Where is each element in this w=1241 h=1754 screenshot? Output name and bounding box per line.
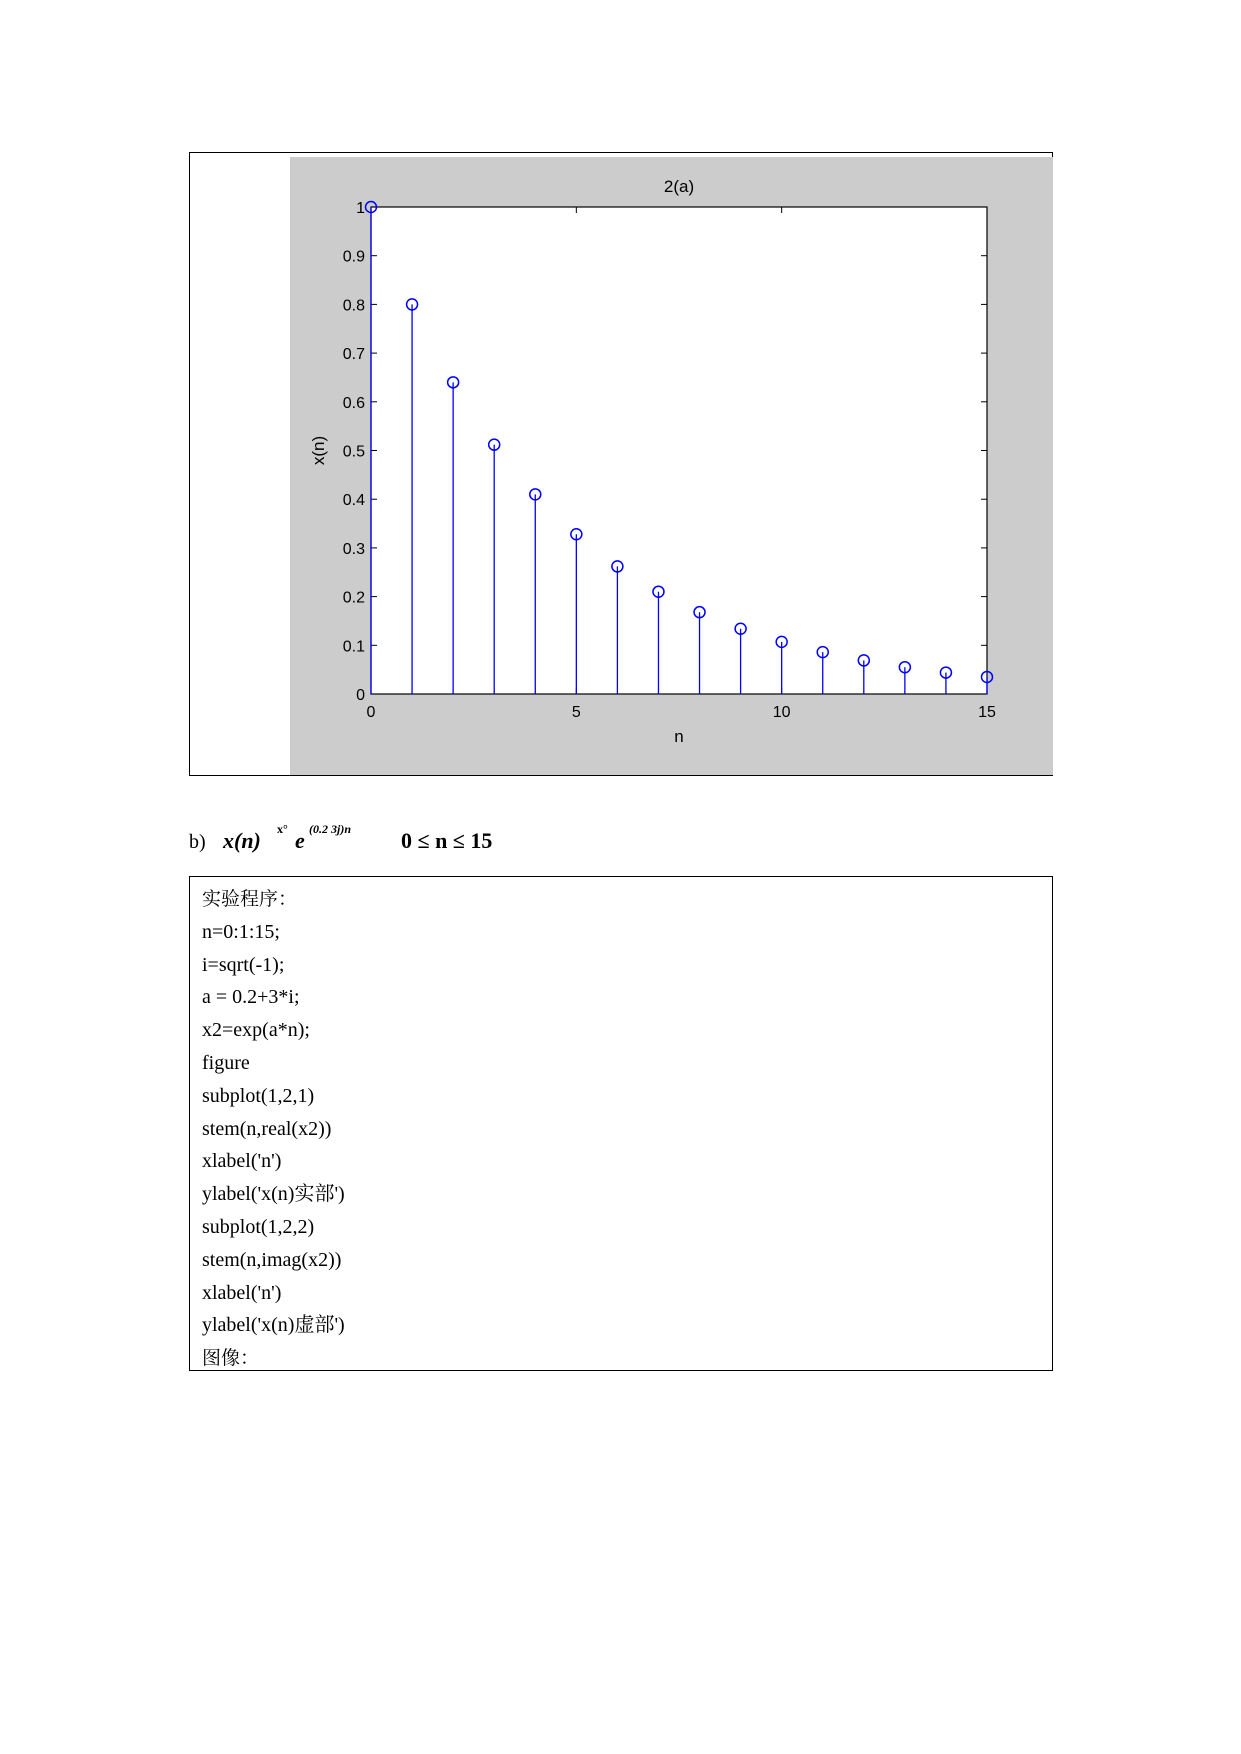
code-line: subplot(1,2,2) <box>202 1215 315 1238</box>
matlab-figure <box>290 157 1053 775</box>
y-tick-label: 0.4 <box>342 492 365 510</box>
y-tick-label: 0.8 <box>342 297 365 315</box>
x-tick-label: 5 <box>571 704 581 721</box>
y-tick-label: 0.9 <box>342 248 365 266</box>
y-tick-label: 0.2 <box>342 589 365 607</box>
item-prefix: b) <box>189 831 206 853</box>
x-axis-label: n <box>674 727 684 746</box>
y-tick-label: 0.3 <box>342 540 365 558</box>
code-line: x2=exp(a*n); <box>202 1019 310 1042</box>
code-line: xlabel('n') <box>202 1150 282 1173</box>
stem-chart <box>290 157 1053 775</box>
y-tick-label: 0.1 <box>342 638 365 656</box>
code-line: stem(n,real(x2)) <box>202 1117 332 1140</box>
code-line: a = 0.2+3*i; <box>202 986 300 1009</box>
y-tick-label: 0.6 <box>342 394 365 412</box>
code-line: figure <box>202 1051 250 1074</box>
code-line: stem(n,imag(x2)) <box>202 1248 342 1271</box>
code-line: i=sqrt(-1); <box>202 953 285 976</box>
equation-exp-base: e <box>295 828 305 853</box>
y-tick-label: 0.7 <box>342 346 365 364</box>
code-line: subplot(1,2,1) <box>202 1084 315 1107</box>
y-tick-label: 0 <box>356 687 365 704</box>
x-tick-label: 0 <box>366 704 376 721</box>
y-axis-label: x(n) <box>309 435 328 466</box>
code-line: 图像： <box>202 1347 260 1370</box>
x-tick-label: 15 <box>978 704 996 721</box>
equation-symbol: x° <box>277 822 288 836</box>
code-line: ylabel('x(n)虚部') <box>202 1314 345 1337</box>
code-line: n=0:1:15; <box>202 920 280 943</box>
plot-area <box>371 207 987 694</box>
x-tick-label: 10 <box>772 704 791 721</box>
code-box <box>189 876 1053 1371</box>
equation-exp-power: (0.2 3j)n <box>309 822 351 836</box>
figure-frame <box>189 152 1053 776</box>
chart-title: 2(a) <box>663 177 695 196</box>
y-tick-label: 0.5 <box>342 443 365 461</box>
equation-line <box>189 822 789 862</box>
y-tick-label: 1 <box>356 200 365 217</box>
code-line: xlabel('n') <box>202 1281 282 1304</box>
code-line: ylabel('x(n)实部') <box>202 1183 345 1206</box>
equation-range: 0 ≤ n ≤ 15 <box>401 828 493 853</box>
code-line: 实验程序： <box>202 888 298 910</box>
equation-lhs: x(n) <box>223 828 261 853</box>
